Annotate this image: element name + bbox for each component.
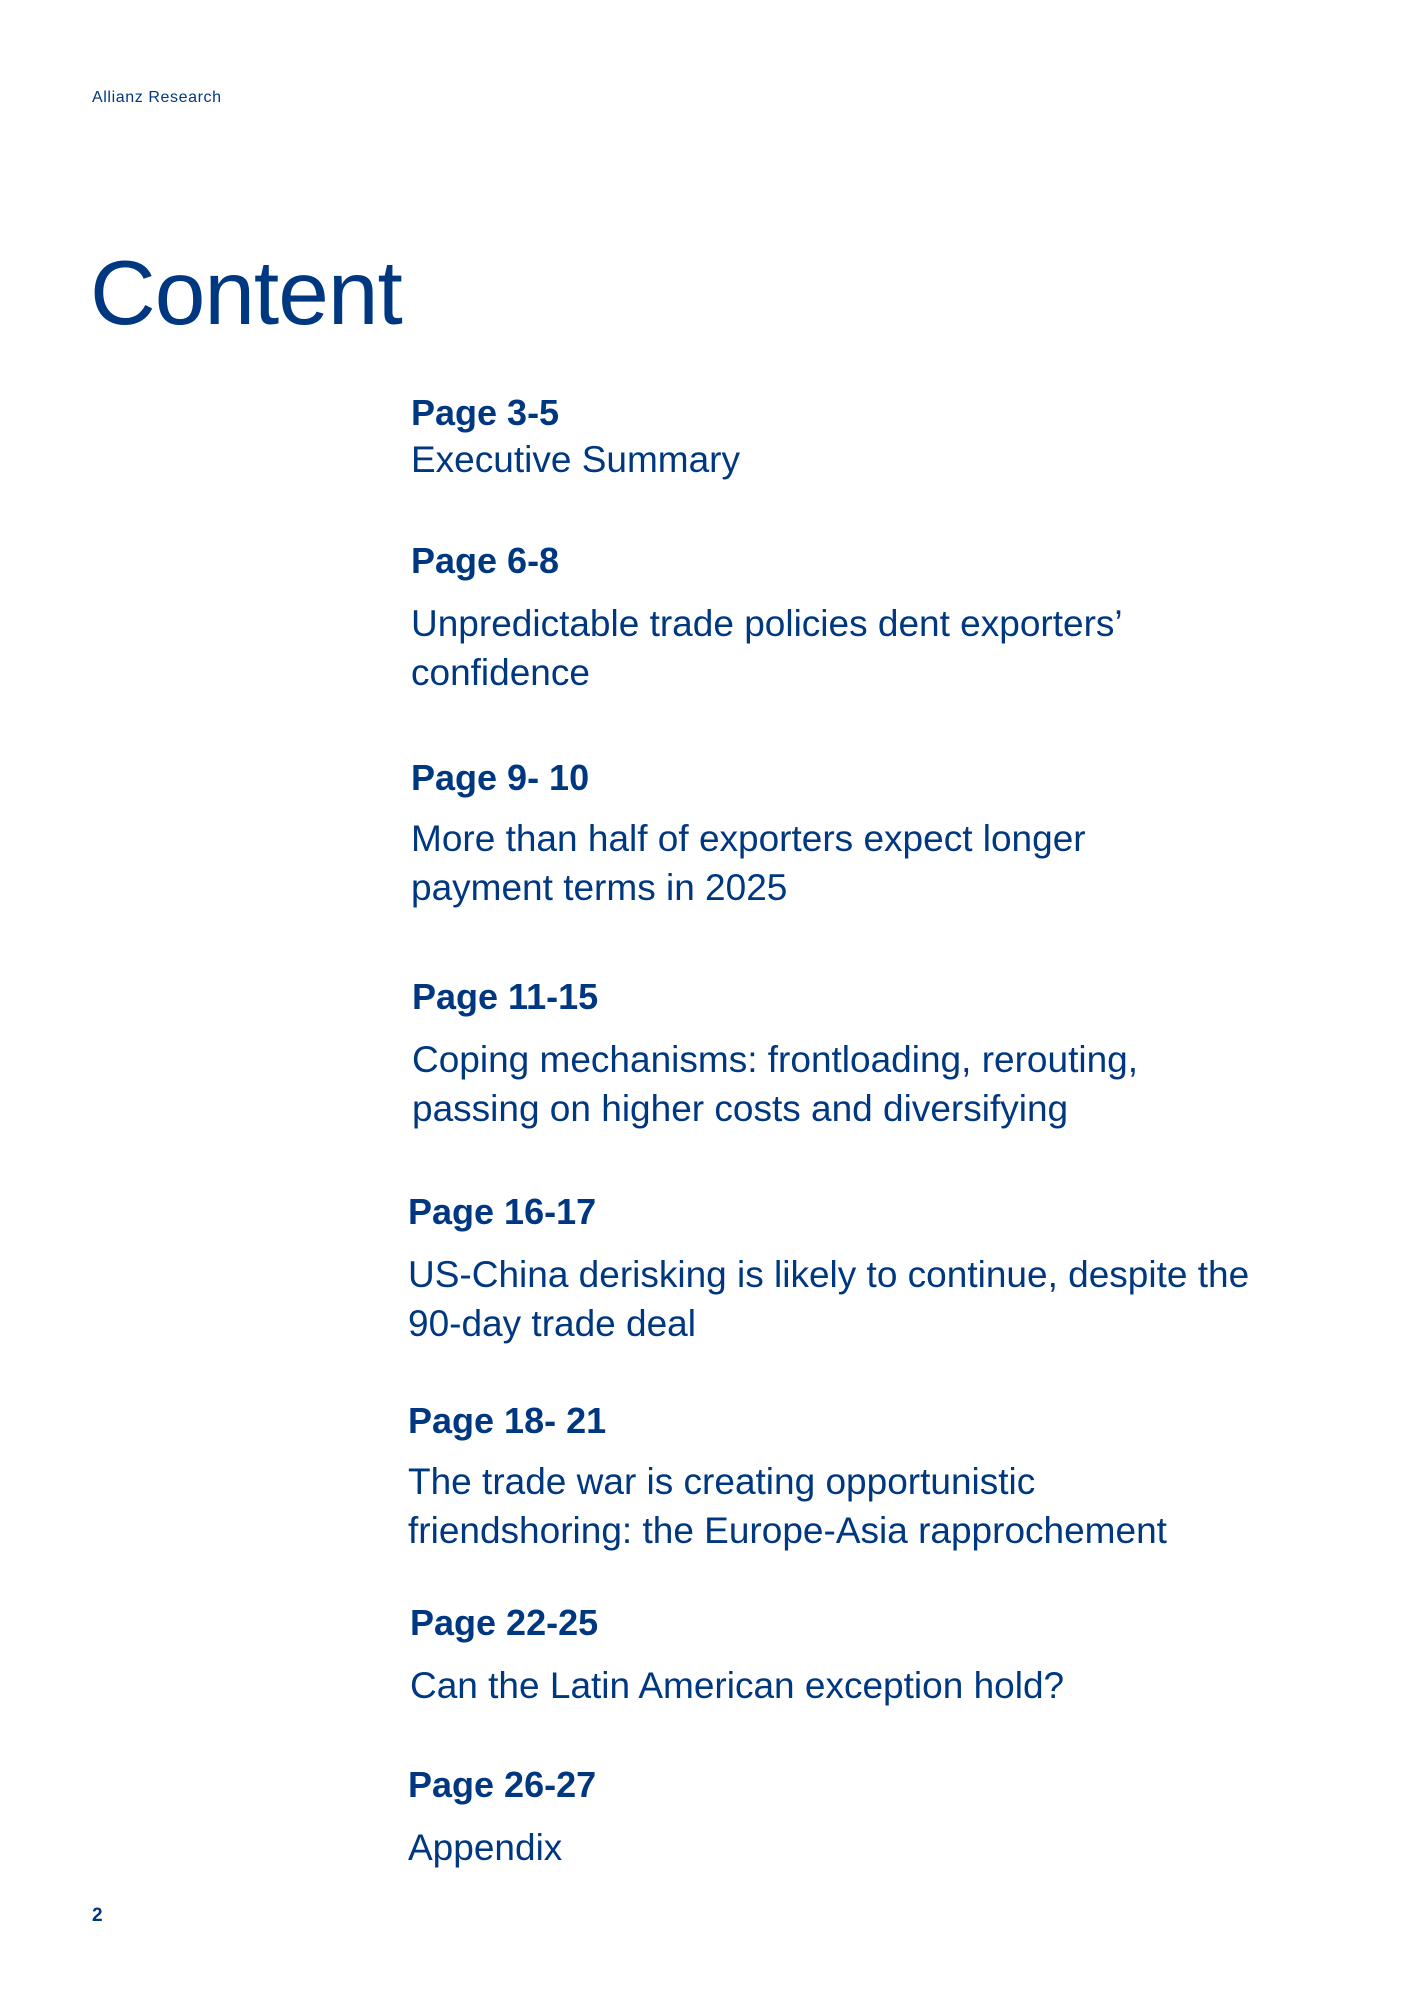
toc-heading-line: passing on higher costs and diversifying [412, 1088, 1069, 1129]
toc-heading-line: Can the Latin American exception hold? [410, 1665, 1065, 1706]
toc-entry[interactable] [411, 539, 1371, 697]
toc-heading-line: The trade war is creating opportunistic [408, 1461, 1036, 1502]
toc-entry[interactable] [411, 391, 1371, 484]
toc-page-range: Page 3-5 [411, 392, 560, 433]
toc-heading-line: Executive Summary [411, 439, 740, 480]
toc-page-range: Page 6-8 [411, 540, 560, 581]
toc-entry[interactable] [411, 756, 1371, 912]
toc-page-range: Page 22-25 [410, 1602, 599, 1643]
toc-page-range: Page 18- 21 [408, 1400, 607, 1441]
page-title: Content [90, 243, 402, 344]
toc-heading-line: Coping mechanisms: frontloading, rerouting, [412, 1039, 1138, 1080]
toc-heading-line: US-China derisking is likely to continue, despite the [408, 1254, 1250, 1295]
toc-heading-line: 90-day trade deal [408, 1303, 696, 1344]
toc-heading-line: friendshoring: the Europe-Asia rapprochement [408, 1510, 1167, 1551]
toc-heading-line: Appendix [408, 1827, 563, 1868]
toc-page-range: Page 9- 10 [411, 757, 590, 798]
toc-entry[interactable] [408, 1763, 1368, 1872]
toc-page-range: Page 16-17 [408, 1191, 597, 1232]
toc-entry[interactable] [408, 1399, 1368, 1555]
toc-heading-line: payment terms in 2025 [411, 867, 788, 908]
toc-heading-line: More than half of exporters expect longer [411, 818, 1086, 859]
page-number: 2 [92, 1905, 103, 1926]
toc-entry[interactable] [410, 1601, 1370, 1710]
toc-entry[interactable] [412, 975, 1372, 1133]
toc-heading-line: Unpredictable trade policies dent exporters’ [411, 603, 1123, 644]
toc-page-range: Page 26-27 [408, 1764, 597, 1805]
header-brand: Allianz Research [92, 89, 222, 106]
toc-heading-line: confidence [411, 652, 590, 693]
toc-page-range: Page 11-15 [412, 976, 599, 1017]
toc-entry[interactable] [408, 1190, 1368, 1348]
